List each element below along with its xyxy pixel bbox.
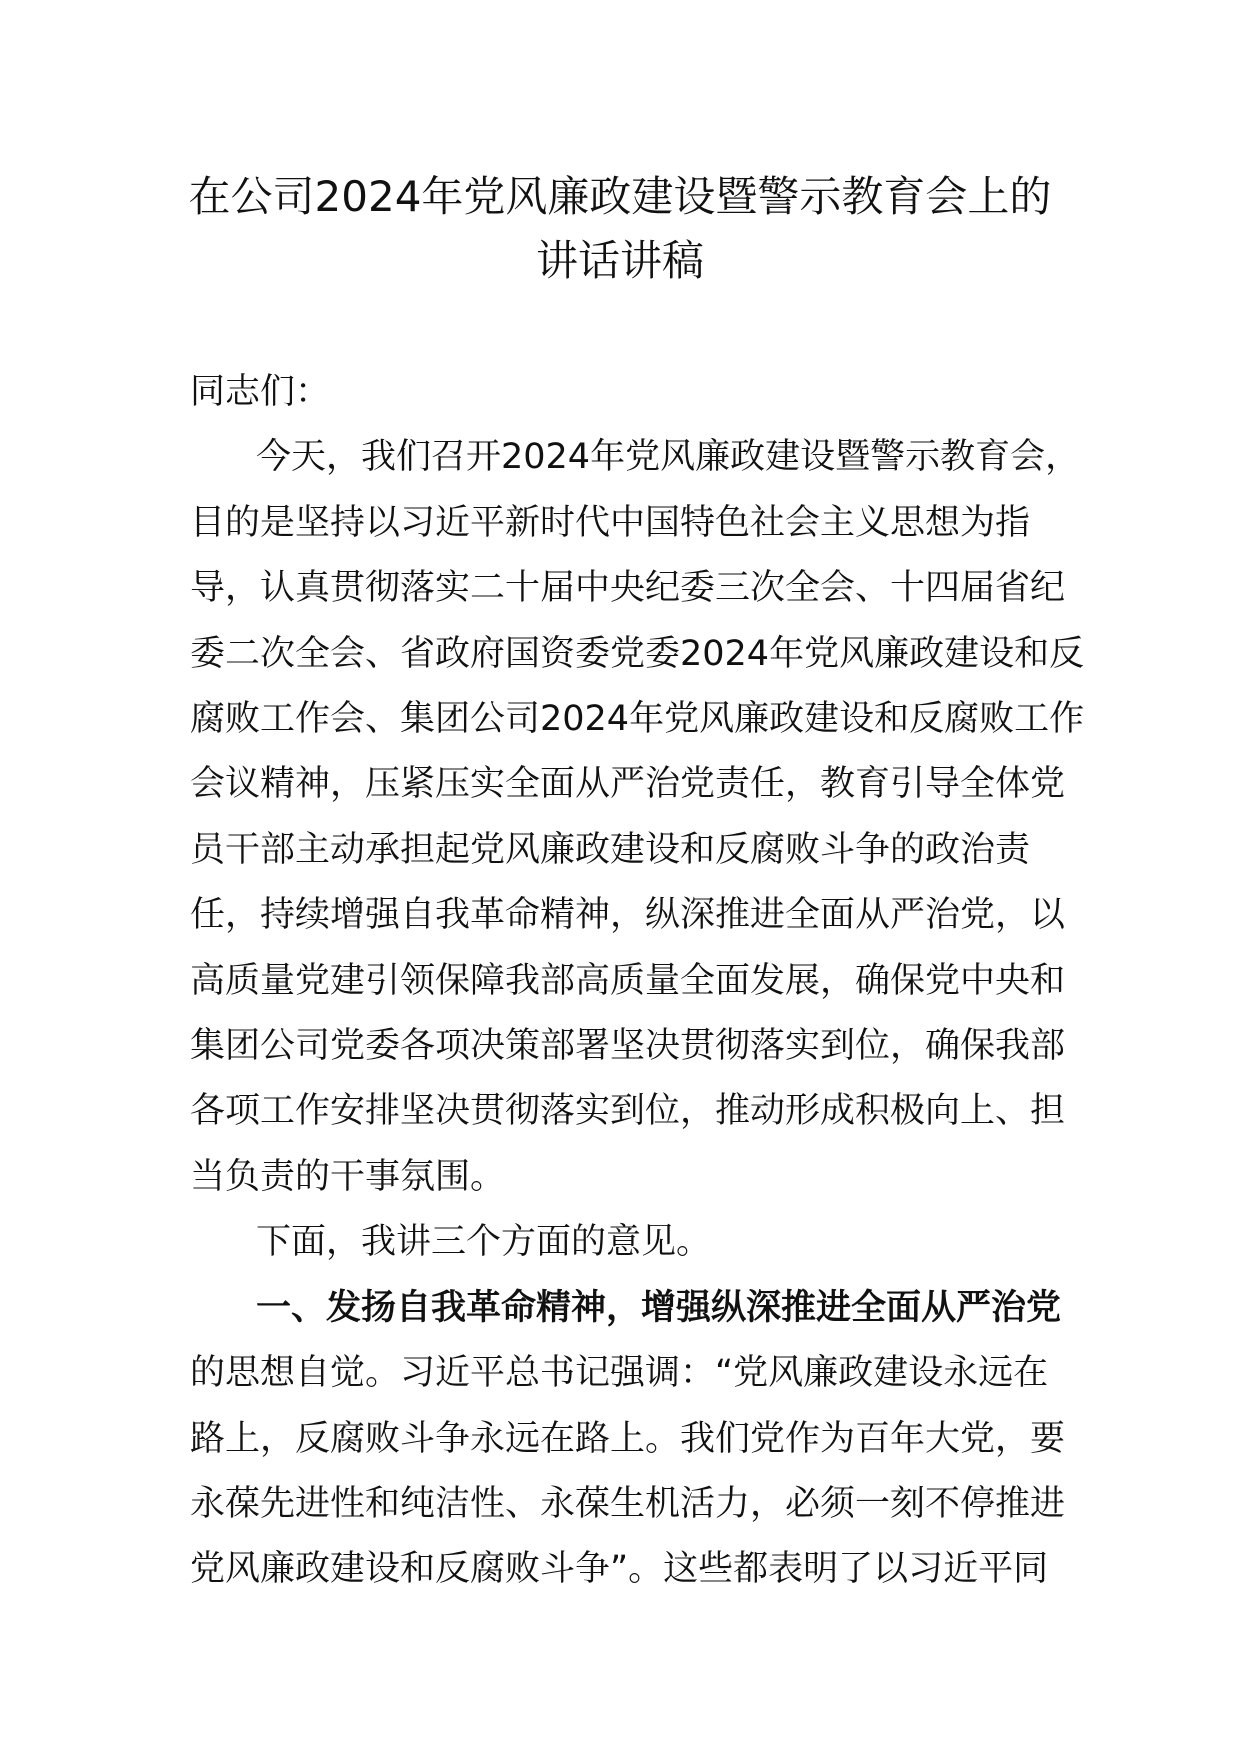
paragraph-3-line: 永葆先进性和纯洁性、永葆生机活力，必须一刻不停推进 [190, 1483, 1066, 1524]
paragraph-1-line: 会议精神，压紧压实全面从严治党责任，教育引导全体党 [190, 764, 1066, 805]
paragraph-3-line: 的思想自觉。习近平总书记强调：“党风廉政建设永远在 [190, 1353, 1049, 1394]
document-body [190, 360, 1085, 1603]
paragraph-1-line: 腐败工作会、集团公司2024年党风廉政建设和反腐败工作 [190, 699, 1085, 740]
document-title [140, 165, 1100, 293]
paragraph-1-line: 任，持续增强自我革命精神，纵深推进全面从严治党，以 [190, 895, 1066, 936]
paragraph-1-line: 今天，我们召开2024年党风廉政建设暨警示教育会， [256, 437, 1081, 478]
paragraph-1-line: 集团公司党委各项决策部署坚决贯彻落实到位，确保我部 [190, 1026, 1066, 1067]
paragraph-3-line: 路上，反腐败斗争永远在路上。我们党作为百年大党，要 [190, 1418, 1066, 1459]
paragraph-1-line: 导，认真贯彻落实二十届中央纪委三次全会、十四届省纪 [190, 568, 1066, 609]
paragraph-1-line: 员干部主动承担起党风廉政建设和反腐败斗争的政治责 [190, 829, 1031, 870]
paragraph-2: 下面，我讲三个方面的意见。 [256, 1222, 712, 1263]
paragraph-1-line: 高质量党建引领保障我部高质量全面发展，确保党中央和 [190, 960, 1066, 1001]
salutation: 同志们： [190, 372, 331, 412]
paragraph-1-line: 目的是坚持以习近平新时代中国特色社会主义思想为指 [190, 502, 1031, 543]
paragraph-1-line: 各项工作安排坚决贯彻落实到位，推动形成积极向上、担 [190, 1091, 1066, 1132]
paragraph-3-line: 党风廉政建设和反腐败斗争”。这些都表明了以习近平同 [190, 1549, 1049, 1590]
paragraph-1-line: 当负责的干事氛围。 [190, 1156, 506, 1197]
paragraph-1-line: 委二次全会、省政府国资委党委2024年党风廉政建设和反 [190, 633, 1085, 674]
section-heading-1: 一、发扬自我革命精神，增强纵深推进全面从严治党 [256, 1287, 1062, 1328]
title-line-2: 讲话讲稿 [535, 236, 704, 285]
title-line-1: 在公司2024年党风廉政建设暨警示教育会上的 [188, 172, 1052, 221]
